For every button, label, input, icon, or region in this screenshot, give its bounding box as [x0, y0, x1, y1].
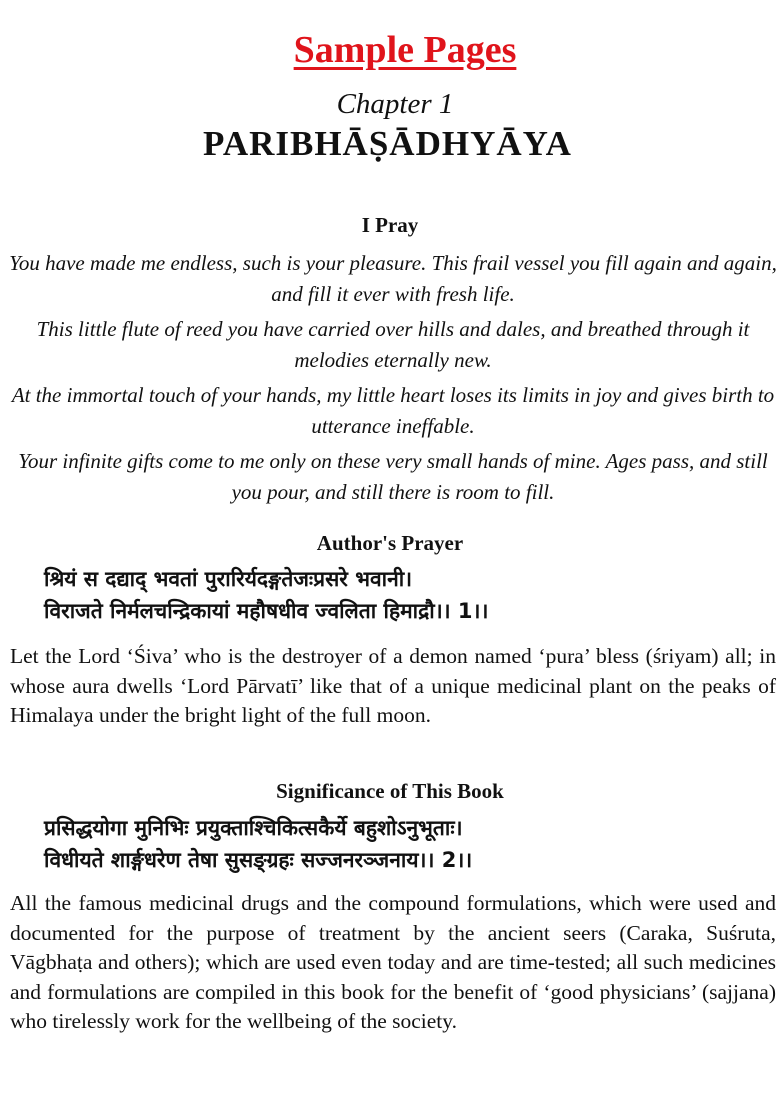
sanskrit-line: विधीयते शार्ङ्गधरेण तेषा सुसङ्ग्रहः सज्जनरञ्जनाय।। 2।। [44, 848, 473, 872]
pray-heading: I Pray [361, 213, 419, 237]
sanskrit-line: प्रसिद्धयोगा मुनिभिः प्रयुक्ताश्चिकित्सकैर्ये बहुशोऽनुभूताः। [44, 816, 463, 840]
sample-pages-title [0, 28, 780, 72]
verse: Your infinite gifts come to me only on these very small hands of mine. Ages pass, and still you pour, and still there is room to fill. [18, 449, 768, 504]
chapter-number: Chapter 1 [336, 88, 454, 120]
sanskrit-verse-2 [44, 812, 472, 876]
sample-pages-label: Sample Pages [293, 29, 517, 71]
sanskrit-line: विराजते निर्मलचन्द्रिकायां महौषधीव ज्वलिता हिमाद्रौ।। 1।। [44, 599, 489, 623]
sanskrit-line: श्रियं स दद्याद् भवतां पुरारिर्यदङ्गतेजःप्रसरे भवानी। [44, 567, 413, 591]
authors-prayer-translation: Let the Lord ‘Śiva’ who is the destroyer of a demon named ‘pura’ bless (śriyam) all; in whose aura dwells ‘Lord Pārvatī’ like that of a unique medicinal plant on the peaks of Himalaya under the bright light of the full moon. [10, 644, 776, 727]
significance-heading: Significance of This Book [276, 779, 504, 803]
chapter-name: PARIBHĀṢĀDHYĀYA [203, 124, 572, 163]
verse: You have made me endless, such is your pleasure. This frail vessel you fill again and again, and fill it ever with fresh life. [9, 251, 777, 306]
verse: This little flute of reed you have carried over hills and dales, and breathed through it melodies eternally new. [36, 317, 750, 372]
verse: At the immortal touch of your hands, my little heart loses its limits in joy and gives birth to utterance ineffable. [11, 383, 775, 438]
sanskrit-verse-1 [44, 563, 488, 627]
authors-prayer-heading: Author's Prayer [316, 531, 464, 555]
significance-translation: All the famous medicinal drugs and the compound formulations, which were used and documented for the purpose of treatment by the ancient seers (Caraka, Suśruta, Vāgbhaṭa and others); which are used even today and are time-tested; all such medicines and formulations are compiled in this book for the benefit of ‘good physicians’ (sajjana) who tirelessly work for the wellbeing of the society. [10, 891, 776, 1033]
pray-verses [8, 248, 778, 512]
